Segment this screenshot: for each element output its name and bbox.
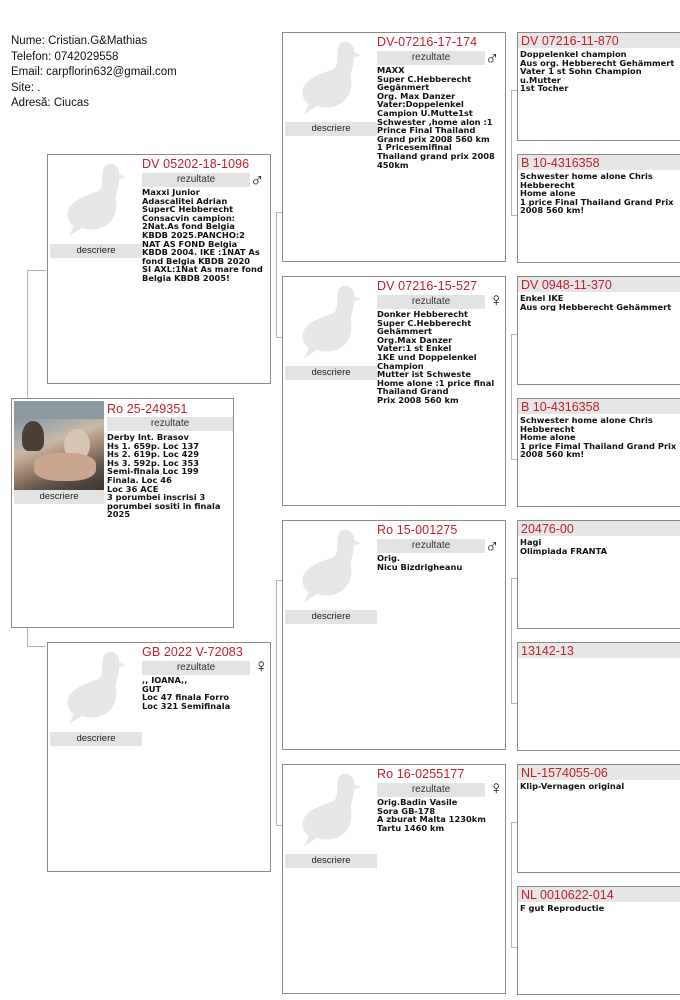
pigeon-info: Orig.Badin Vasile Sora GB-178 A zburat Malta 1230km Tartu 1460 km [377,798,486,833]
pigeon-silhouette-icon [54,647,144,731]
pigeon-info: Klip-Vernagen original [520,782,625,791]
subject-card[interactable] [11,398,234,628]
sire-dam-card[interactable] [282,276,506,506]
pigeon-silhouette-icon [289,769,379,853]
owner-address: Adresă: Ciucas [11,97,89,109]
results-button[interactable]: rezultate [377,539,485,553]
description-button[interactable]: descriere [285,366,377,380]
ring-number: DV 05202-18-1096 [142,157,250,171]
pigeon-info: Hagi Olimpiada FRANTA [520,538,608,556]
ring-number: 13142-13 [521,644,574,658]
pigeon-info: Derby Int. Brasov Hs 1. 659p. Loc 137 Hs 2. 619p. Loc 429 Hs 3. 592p. Loc 353 Semi-finala Loc 199 Finala. Loc 46 Loc 36 ACE 3 porumbei inscrisi 3 porumbei sositi in finala 2025 [107,433,221,520]
dam-card[interactable] [47,642,271,872]
pigeon-info: Maxxi Junior Adascalitei Adrian SuperC Hebberecht Consacvin campion: 2Nat.As fond Belgia KBDB 2025.PANCHO:2 NAT AS FOND Belgia KBDB 2004. IKE :1NAT As fond Belgia KBDB 2020 SI AXL:1Nat As mare fond Belgia KBDB 2005! [142,188,263,283]
owner-phone: Telefon: 0742029558 [11,50,119,63]
pigeon-silhouette-icon [289,281,379,365]
gen3-card-8[interactable] [517,886,680,995]
ring-number: Ro 15-001275 [377,523,458,537]
pigeon-info: F gut Reproductie [520,904,605,913]
results-button[interactable]: rezultate [142,173,250,187]
gen3-card-2[interactable] [517,154,680,263]
ring-number: Ro 25-249351 [107,402,188,416]
dam-sire-card[interactable] [282,520,506,750]
male-sex-icon: ♂ [485,48,500,69]
gen3-card-4[interactable] [517,398,680,507]
gen3-card-6[interactable] [517,642,680,751]
ring-number: B 10-4316358 [521,400,600,414]
male-sex-icon: ♂ [250,170,265,191]
ring-number: DV 07216-15-527 [377,279,478,293]
owner-site[interactable]: Site: . [11,81,41,94]
ring-number: DV-07216-17-174 [377,35,478,49]
pigeon-info: Schwester home alone Chris Hebberecht Home alone 1 price Final Thailand Grand Prix 2008 560 km! [520,172,674,215]
pigeon-silhouette-icon [289,525,379,609]
male-sex-icon: ♂ [485,536,500,557]
pigeon-info: ,, IOANA,, GUT Loc 47 finala Forro Loc 321 Semifinala [142,676,231,711]
pigeon-info: Schwester home alone Chris Hebberecht Home alone 1 price Fimal Thailand Grand Prix 2008 560 km! [520,416,677,459]
pigeon-info: Donker Hebberecht Super C.Hebberecht Gehämmert Org.Max Danzer Vater:1 st Enkel 1KE und Doppelenkel Champion Mutter ist Schweste Home alone :1 price final Thailand Grand Prix 2008 560 km [377,310,495,405]
sire-card[interactable] [47,154,271,384]
ring-number: NL 0010622-014 [521,888,614,902]
female-sex-icon: ♀ [489,290,504,311]
pigeon-info: Orig. Nicu Bizdrigheanu [377,554,463,572]
ring-number: GB 2022 V-72083 [142,645,243,659]
dam-dam-card[interactable] [282,764,506,994]
description-button[interactable]: descriere [50,244,142,258]
description-button[interactable]: descriere [14,490,104,504]
subject-photo [14,401,104,490]
ring-number: B 10-4316358 [521,156,600,170]
owner-email[interactable]: Email: carpflorin632@gmail.com [11,66,177,78]
results-button[interactable]: rezultate [142,661,250,675]
ring-number: DV 0948-11-370 [521,278,612,292]
owner-name: Nume: Cristian.G&Mathias [11,35,148,47]
sire-sire-card[interactable] [282,32,506,262]
gen3-card-5[interactable] [517,520,680,629]
description-button[interactable]: descriere [285,610,377,624]
pigeon-info: MAXX Super C.Hebberecht Gegänmert Org. Max Danzer Vater:Doppelenkel Campion U.Mutte1st Schwester ,home alon :1 Prince Final Thailand Grand prix 2008 560 km 1 Pricesemifinal Thailand grand prix 2008 450km [377,66,495,170]
pigeon-silhouette-icon [54,159,144,243]
gen3-card-7[interactable] [517,764,680,873]
description-button[interactable]: descriere [50,732,142,746]
ring-number: NL-1574055-06 [521,766,608,780]
ring-number: DV 07216-11-870 [521,34,619,48]
description-button[interactable]: descriere [285,122,377,136]
gen3-card-3[interactable] [517,276,680,385]
gen3-card-1[interactable] [517,32,680,141]
ring-number: Ro 16-0255177 [377,767,465,781]
female-sex-icon: ♀ [489,778,504,799]
pigeon-silhouette-icon [289,37,379,121]
results-button[interactable]: rezultate [107,417,233,431]
description-button[interactable]: descriere [285,854,377,868]
female-sex-icon: ♀ [254,656,269,677]
owner-info [11,34,177,112]
pigeon-info: Enkel IKE Aus org Hebberecht Gehämmert [520,294,672,312]
results-button[interactable]: rezultate [377,783,485,797]
results-button[interactable]: rezultate [377,51,485,65]
pigeon-info: Doppelenkel champion Aus org. Hebberecht Gehämmert Vater 1 st Sohn Champion u.Mutter 1st Tocher [520,50,675,93]
ring-number: 20476-00 [521,522,574,536]
results-button[interactable]: rezultate [377,295,485,309]
